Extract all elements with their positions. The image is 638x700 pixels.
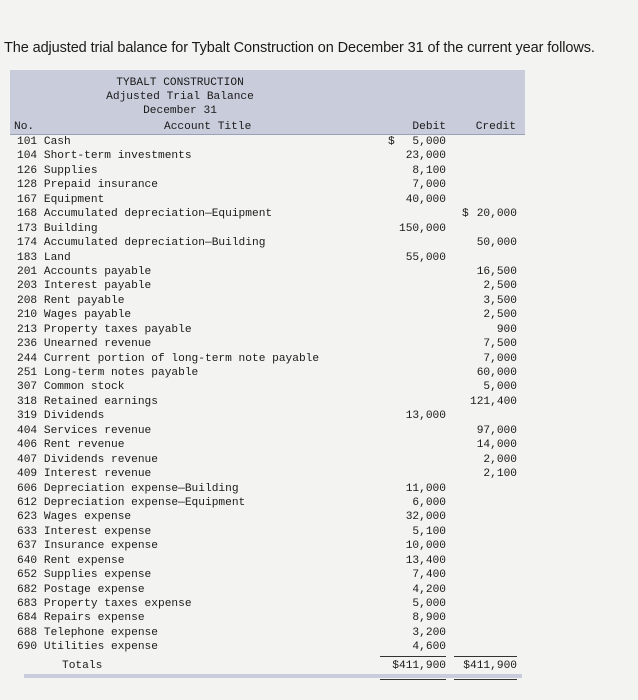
table-row — [10, 510, 525, 524]
table-row — [10, 265, 525, 279]
table-row — [10, 467, 525, 481]
table-row — [10, 323, 525, 337]
debit-amount: 4,200 — [412, 583, 446, 596]
credit-amount: 20,000 — [476, 208, 517, 221]
col-header-no: No. — [14, 121, 35, 133]
account-title: 318 Retained earnings — [17, 395, 158, 408]
table-row — [10, 193, 525, 207]
table-row — [10, 496, 525, 510]
totals-label: Totals — [62, 659, 103, 672]
debit-amount: 8,900 — [412, 612, 446, 625]
table-header — [10, 70, 525, 135]
table-row — [10, 438, 525, 452]
debit-amount: 55,000 — [405, 251, 446, 264]
debit-amount: 13,000 — [405, 410, 446, 423]
account-title: 183 Land — [17, 251, 71, 264]
intro-text: The adjusted trial balance for Tybalt Construction on December 31 of the current year follows. — [4, 40, 595, 56]
credit-amount: 5,000 — [483, 381, 517, 394]
company-name: TYBALT CONSTRUCTION — [116, 77, 244, 89]
debit-amount: 5,100 — [412, 525, 446, 538]
debit-amount: 8,100 — [412, 164, 446, 177]
table-row — [10, 279, 525, 293]
account-title: 208 Rent payable — [17, 294, 125, 307]
credit-amount: 97,000 — [476, 424, 517, 437]
report-date: December 31 — [143, 105, 217, 117]
debit-amount: 7,400 — [412, 569, 446, 582]
report-title: Adjusted Trial Balance — [106, 91, 254, 103]
currency-symbol: $ — [388, 136, 395, 148]
account-title: 623 Wages expense — [17, 511, 132, 524]
account-title: 128 Prepaid insurance — [17, 179, 158, 192]
account-title: 683 Property taxes expense — [17, 598, 192, 610]
account-title: 251 Long-term notes payable — [17, 367, 199, 379]
col-header-debit: Debit — [412, 121, 446, 133]
table-row — [10, 409, 525, 423]
table-row — [10, 453, 525, 467]
credit-amount: 2,000 — [483, 453, 517, 466]
table-row — [10, 207, 525, 221]
credit-amount: 60,000 — [476, 367, 517, 379]
table-row — [10, 482, 525, 496]
account-title: 319 Dividends — [17, 410, 105, 423]
table-row — [10, 424, 525, 438]
table-row — [10, 395, 525, 409]
account-title: 210 Wages payable — [17, 309, 132, 322]
debit-amount: 4,600 — [412, 641, 446, 654]
account-title: 407 Dividends revenue — [17, 453, 158, 466]
table-row — [10, 583, 525, 597]
credit-amount: 2,100 — [483, 468, 517, 481]
table-body — [10, 135, 525, 673]
account-title: 213 Property taxes payable — [17, 323, 192, 336]
account-title: 690 Utilities expense — [17, 641, 158, 654]
credit-amount: 16,500 — [476, 265, 517, 278]
account-title: 637 Insurance expense — [17, 540, 158, 553]
totals-row — [10, 659, 525, 673]
total-credit: $411,900 — [463, 659, 517, 672]
debit-amount: 32,000 — [405, 511, 446, 524]
account-title: 307 Common stock — [17, 381, 125, 394]
col-header-credit: Credit — [475, 121, 516, 133]
account-title: 203 Interest payable — [17, 280, 152, 293]
debit-amount: 13,400 — [405, 554, 446, 567]
table-row — [10, 337, 525, 351]
table-row — [10, 640, 525, 654]
credit-underline — [454, 656, 517, 657]
account-title: 168 Accumulated depreciation—Equipment — [17, 208, 273, 221]
account-title: 126 Supplies — [17, 164, 98, 177]
account-title: 244 Current portion of long-term note payable — [17, 352, 320, 365]
debit-amount: 10,000 — [405, 540, 446, 553]
account-title: 173 Building — [17, 222, 98, 235]
account-title: 101 Cash — [17, 136, 71, 148]
table-row — [10, 308, 525, 322]
debit-amount: 150,000 — [399, 222, 446, 235]
table-row — [10, 597, 525, 611]
table-row — [10, 164, 525, 178]
credit-amount: 7,500 — [483, 338, 517, 351]
total-debit: $411,900 — [392, 659, 446, 672]
table-row — [10, 611, 525, 625]
table-row — [10, 525, 525, 539]
account-title: 640 Rent expense — [17, 554, 125, 567]
account-title: 633 Interest expense — [17, 525, 152, 538]
table-row — [10, 236, 525, 250]
debit-amount: 5,000 — [412, 598, 446, 610]
account-title: 174 Accumulated depreciation—Building — [17, 237, 266, 250]
debit-amount: 11,000 — [405, 482, 446, 495]
table-row — [10, 626, 525, 640]
table-row — [10, 539, 525, 553]
credit-amount: 900 — [496, 323, 517, 336]
table-row — [10, 251, 525, 265]
table-row — [10, 222, 525, 236]
account-title: 652 Supplies expense — [17, 569, 152, 582]
table-row — [10, 568, 525, 582]
account-title: 104 Short-term investments — [17, 150, 192, 163]
account-title: 684 Repairs expense — [17, 612, 145, 625]
table-row — [10, 294, 525, 308]
account-title: 404 Services revenue — [17, 424, 152, 437]
currency-symbol: $ — [462, 208, 469, 221]
table-row — [10, 366, 525, 380]
credit-amount: 7,000 — [483, 352, 517, 365]
credit-amount: 3,500 — [483, 294, 517, 307]
debit-amount: 5,000 — [412, 136, 446, 148]
trial-balance-table — [10, 70, 525, 673]
credit-amount: 50,000 — [476, 237, 517, 250]
credit-amount: 121,400 — [470, 395, 517, 408]
col-header-title: Account Title — [164, 121, 252, 133]
credit-amount: 2,500 — [483, 309, 517, 322]
account-title: 167 Equipment — [17, 193, 105, 206]
credit-amount: 14,000 — [476, 439, 517, 452]
table-row — [10, 135, 525, 149]
account-title: 236 Unearned revenue — [17, 338, 152, 351]
debit-amount: 23,000 — [405, 150, 446, 163]
account-title: 606 Depreciation expense—Building — [17, 482, 239, 495]
table-row — [10, 554, 525, 568]
table-row — [10, 149, 525, 163]
account-title: 682 Postage expense — [17, 583, 145, 596]
debit-amount: 7,000 — [412, 179, 446, 192]
table-row — [10, 178, 525, 192]
account-title: 201 Accounts payable — [17, 265, 152, 278]
credit-amount: 2,500 — [483, 280, 517, 293]
table-row — [10, 352, 525, 366]
table-row — [10, 380, 525, 394]
account-title: 406 Rent revenue — [17, 439, 125, 452]
account-title: 612 Depreciation expense—Equipment — [17, 496, 246, 509]
debit-amount: 40,000 — [405, 193, 446, 206]
debit-underline — [380, 656, 446, 657]
footer-bar — [24, 674, 522, 678]
debit-amount: 6,000 — [412, 496, 446, 509]
debit-amount: 3,200 — [412, 626, 446, 639]
account-title: 688 Telephone expense — [17, 626, 158, 639]
account-title: 409 Interest revenue — [17, 468, 152, 481]
